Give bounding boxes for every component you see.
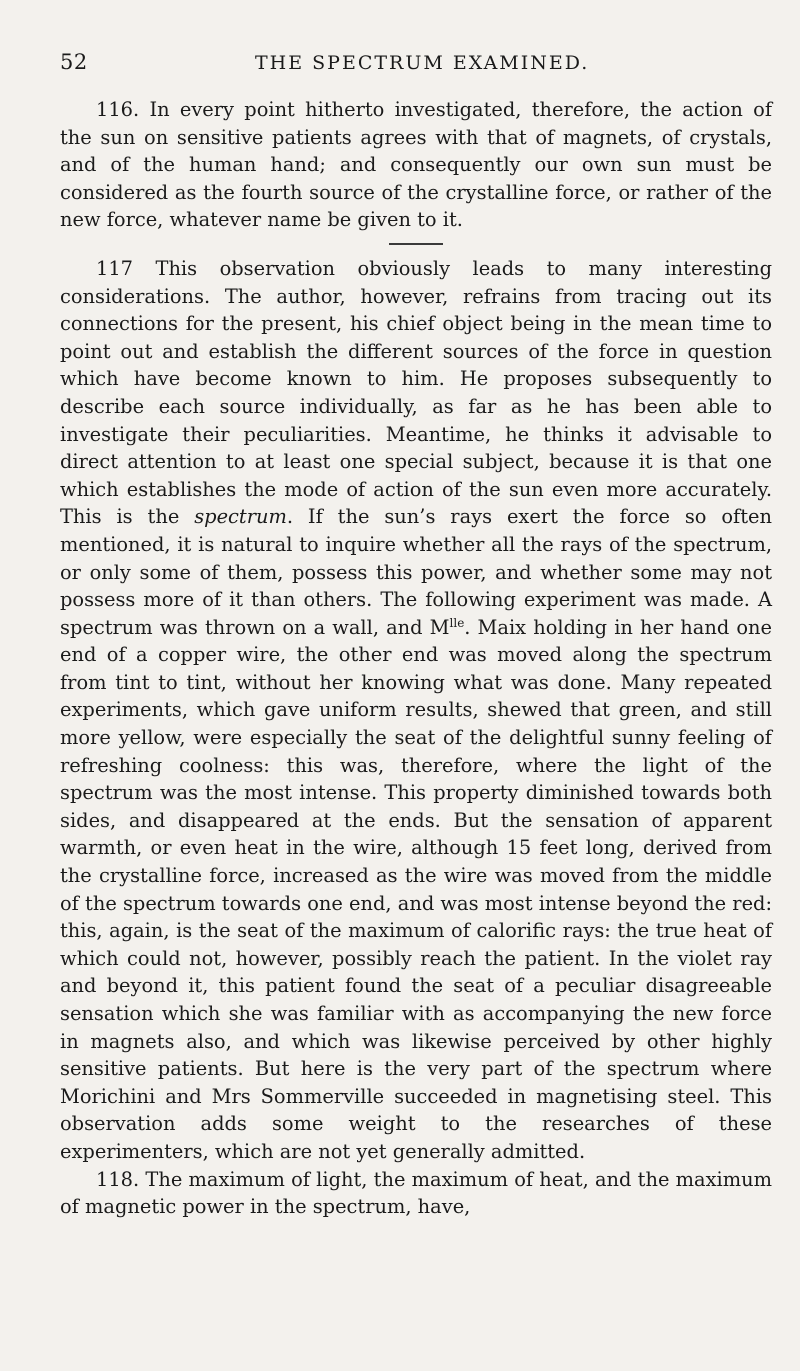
paragraph-number: 116. [96, 98, 140, 121]
page-header [60, 50, 760, 80]
paragraph-text: . Maix holding in her hand one end of a copper wire, the other end was moved along the spectrum from tint to tint, without her knowing what was done. Many repeated experiments, which gave uniform results, shewed that green, and still more yellow, were especially the seat of the delightful sunny feeling of refreshing coolness: this was, therefore, where the light of the spectrum was the most intense. This property diminished towards both sides, and disappeared at the ends. But the sensation of apparent warmth, or even heat in the wire, although 15 feet long, derived from the crystalline force, increased as the wire was moved from the middle of the spectrum towards one end, and was most intense beyond the red: this, again, is the seat of the maximum of calorific rays: the true heat of which could not, however, possibly reach the patient. In the violet ray and beyond it, this patient found the seat of a peculiar disagreeable sensation which she was familiar with as accompanying the new force in magnets also, and which was likewise perceived by other highly sensitive patients. But here is the very part of the spectrum where Morichini and Mrs Sommerville succeeded in magnetising steel. This observation adds some weight to the researches of these experimenters, which are not yet generally admitted. [60, 615, 772, 1163]
superscript-lle: lle [449, 615, 465, 630]
paragraph-118 [60, 1166, 772, 1221]
paragraph-text: In every point hitherto investigated, therefore, the action of the sun on sensitive patients agrees with that of magnets, of crystals, and of the human hand; and consequently our own sun must be considered as the fourth source of the crystalline force, or rather of the new force, whatever name be given to it. [60, 98, 772, 232]
paragraph-text: The maximum of light, the maximum of heat, and the maximum of magnetic power in the spectrum, have, [60, 1167, 772, 1219]
page-number: 52 [60, 50, 88, 74]
emphasis-spectrum: spectrum [194, 505, 287, 529]
paragraph-number: 118. [96, 1167, 140, 1191]
paragraph-text: . If the sun’s rays exert the force so often mentioned, it is natural to inquire whether all the rays of the spectrum, or only some of them, possess this power, and whether some may not possess more of it than others. The following experiment was made. A spectrum was thrown on a wall, and M [60, 505, 772, 639]
paragraph-number: 117 [96, 256, 134, 280]
running-head: THE SPECTRUM EXAMINED. [255, 52, 590, 74]
paragraph-117 [60, 255, 772, 1166]
paragraph-text: This observation obviously leads to many interesting considerations. The author, however, refrains from tracing out its connections for the present, his chief object being in the mean time to point out and establish the different sources of the force in question which have become known to him. He proposes subsequently to describe each source individually, as far as he has been able to investigate their peculiarities. Meantime, he thinks it advisable to direct attention to at least one special subject, because it is that one which establishes the mode of action of the sun even more accurately. This is the [60, 256, 772, 529]
body-text [60, 96, 772, 1221]
paragraph-116 [60, 96, 772, 234]
section-divider [389, 243, 443, 245]
